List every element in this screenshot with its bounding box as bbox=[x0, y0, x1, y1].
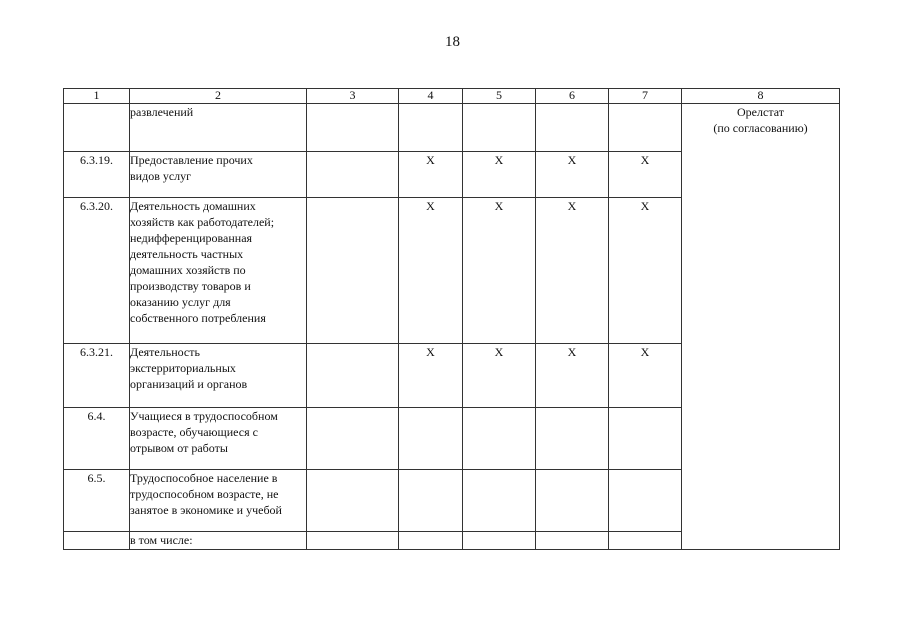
mark-cell bbox=[609, 532, 682, 550]
mark-cell: X bbox=[399, 198, 463, 344]
row-name-line: видов услуг bbox=[130, 169, 192, 183]
column-header: 1 bbox=[64, 89, 130, 104]
row-name-line: в том числе: bbox=[130, 533, 193, 547]
row-name-line: трудоспособном возрасте, не bbox=[130, 487, 279, 501]
row-name-line: развлечений bbox=[130, 105, 194, 119]
mark-cell: X bbox=[463, 344, 536, 408]
mark-cell bbox=[536, 532, 609, 550]
mark-cell: X bbox=[536, 344, 609, 408]
row-name-line: отрывом от работы bbox=[130, 441, 228, 455]
row-name-line: Деятельность bbox=[130, 345, 200, 359]
mark-cell: X bbox=[536, 198, 609, 344]
mark-cell bbox=[463, 470, 536, 532]
row-number: 6.4. bbox=[64, 408, 130, 470]
mark-cell: X bbox=[399, 152, 463, 198]
mark-cell bbox=[536, 470, 609, 532]
mark-cell bbox=[609, 104, 682, 152]
empty-cell bbox=[307, 344, 399, 408]
page-number: 18 bbox=[445, 34, 460, 50]
mark-cell bbox=[609, 408, 682, 470]
row-name-line: Трудоспособное население в bbox=[130, 471, 278, 485]
column-header: 6 bbox=[536, 89, 609, 104]
mark-cell: X bbox=[609, 152, 682, 198]
row-number: 6.5. bbox=[64, 470, 130, 532]
row-name-line: недифференцированная bbox=[130, 231, 253, 245]
row-name-line: возрасте, обучающиеся с bbox=[130, 425, 258, 439]
mark-cell bbox=[463, 532, 536, 550]
row-name-line: Предоставление прочих bbox=[130, 153, 253, 167]
row-name-line: Учащиеся в трудоспособном bbox=[130, 409, 278, 423]
row-name-line: домашних хозяйств по bbox=[130, 263, 246, 277]
row-name bbox=[130, 104, 307, 152]
mark-cell: X bbox=[609, 198, 682, 344]
mark-cell bbox=[536, 408, 609, 470]
row-number: 6.3.20. bbox=[64, 198, 130, 344]
row-name bbox=[130, 198, 307, 344]
row-name-line: оказанию услуг для bbox=[130, 295, 231, 309]
mark-cell bbox=[399, 104, 463, 152]
indicator-table bbox=[63, 88, 840, 550]
column-header: 7 bbox=[609, 89, 682, 104]
header-row bbox=[64, 89, 840, 104]
agency-note: (по согласованию) bbox=[713, 121, 808, 135]
column-header: 3 bbox=[307, 89, 399, 104]
row-number: 6.3.21. bbox=[64, 344, 130, 408]
empty-cell bbox=[307, 532, 399, 550]
table-row bbox=[64, 104, 840, 152]
mark-cell: X bbox=[463, 198, 536, 344]
agency-name: Орелстат bbox=[737, 105, 784, 119]
empty-cell bbox=[307, 470, 399, 532]
row-name bbox=[130, 408, 307, 470]
row-name-line: производству товаров и bbox=[130, 279, 251, 293]
row-name-line: деятельность частных bbox=[130, 247, 244, 261]
row-name-line: организаций и органов bbox=[130, 377, 248, 391]
empty-cell bbox=[307, 198, 399, 344]
row-name bbox=[130, 152, 307, 198]
row-name-line: Деятельность домашних bbox=[130, 199, 256, 213]
column-header: 8 bbox=[682, 89, 840, 104]
row-name-line: собственного потребления bbox=[130, 311, 266, 325]
row-name bbox=[130, 344, 307, 408]
mark-cell bbox=[609, 470, 682, 532]
mark-cell: X bbox=[609, 344, 682, 408]
mark-cell bbox=[536, 104, 609, 152]
column-header: 4 bbox=[399, 89, 463, 104]
column-header: 5 bbox=[463, 89, 536, 104]
row-name-line: занятое в экономике и учебой bbox=[130, 503, 282, 517]
mark-cell: X bbox=[536, 152, 609, 198]
empty-cell bbox=[307, 408, 399, 470]
responsible-agency-cell bbox=[682, 104, 840, 550]
row-name-line: экстерриториальных bbox=[130, 361, 236, 375]
empty-cell bbox=[307, 152, 399, 198]
column-header: 2 bbox=[130, 89, 307, 104]
row-number bbox=[64, 532, 130, 550]
empty-cell bbox=[307, 104, 399, 152]
row-name-line: хозяйств как работодателей; bbox=[130, 215, 275, 229]
row-name bbox=[130, 532, 307, 550]
row-number: 6.3.19. bbox=[64, 152, 130, 198]
row-number bbox=[64, 104, 130, 152]
row-name bbox=[130, 470, 307, 532]
mark-cell bbox=[399, 470, 463, 532]
mark-cell bbox=[463, 408, 536, 470]
mark-cell: X bbox=[399, 344, 463, 408]
mark-cell: X bbox=[463, 152, 536, 198]
mark-cell bbox=[399, 532, 463, 550]
mark-cell bbox=[463, 104, 536, 152]
mark-cell bbox=[399, 408, 463, 470]
